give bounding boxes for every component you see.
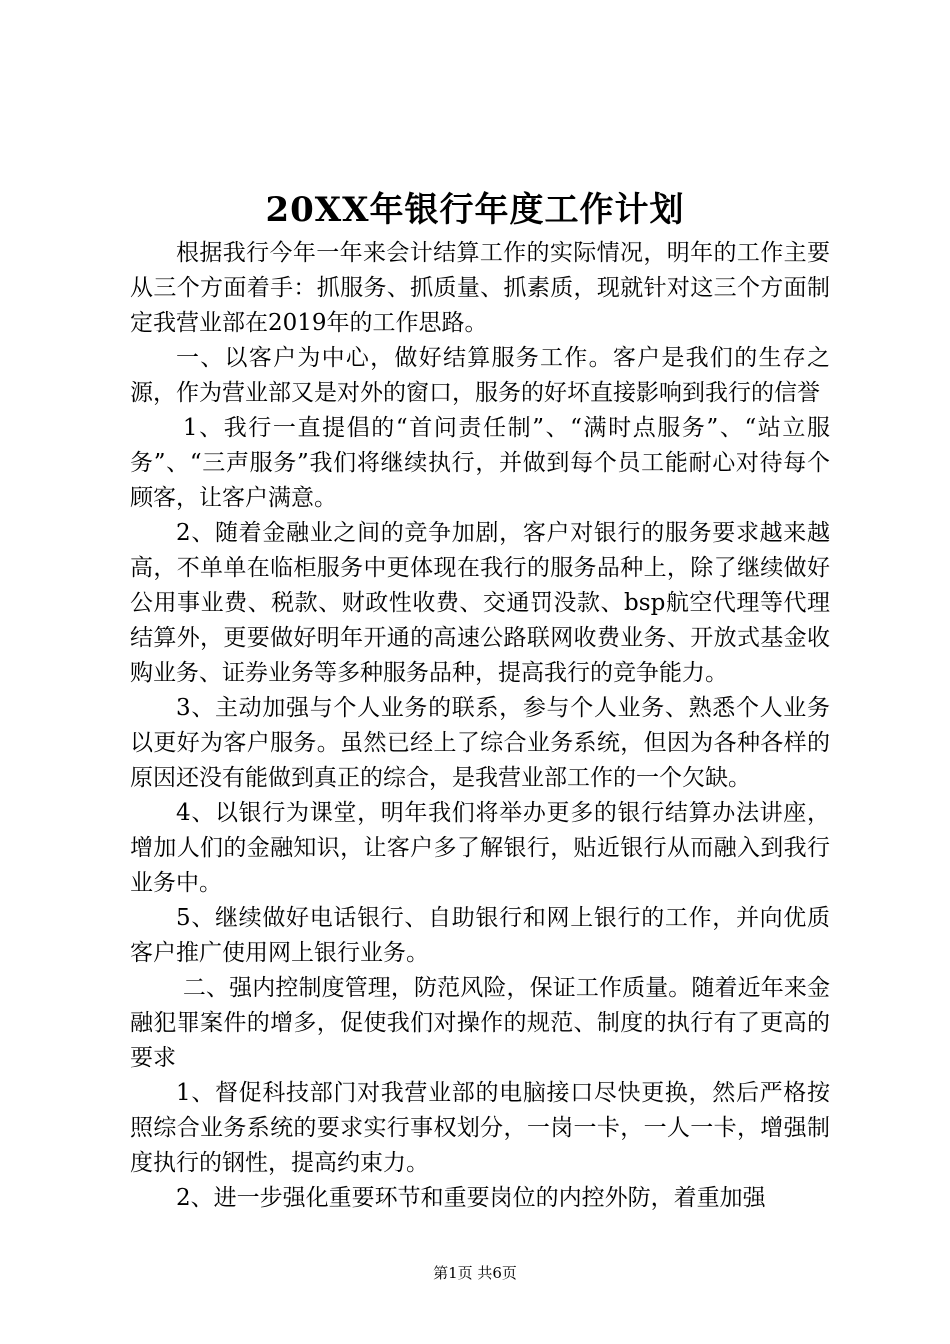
paragraph-section-2: 二、强内控制度管理，防范风险，保证工作质量。随着近年来金融犯罪案件的增多，促使我们对操作的规范、制度的执行有了更高的要求	[130, 975, 830, 1071]
document-body	[130, 236, 830, 1216]
paragraph-item-1-5: 5、继续做好电话银行、自助银行和网上银行的工作，并向优质客户推广使用网上银行业务。	[130, 905, 830, 966]
paragraph-item-1-3: 3、主动加强与个人业务的联系，参与个人业务、熟悉个人业务以更好为客户服务。虽然已经上了综合业务系统，但因为各种各样的原因还没有能做到真正的综合，是我营业部工作的一个欠缺。	[130, 695, 830, 791]
paragraph-intro: 根据我行今年一年来会计结算工作的实际情况，明年的工作主要从三个方面着手：抓服务、抓质量、抓素质，现就针对这三个方面制定我营业部在2019年的工作思路。	[130, 240, 830, 336]
paragraph-item-2-2: 2、进一步强化重要环节和重要岗位的内控外防，着重加强	[176, 1185, 766, 1211]
paragraph-item-1-1: 1、我行一直提倡的“首问责任制”、“满时点服务”、“站立服务”、“三声服务”我们将继续执行，并做到每个员工能耐心对待每个顾客，让客户满意。	[130, 415, 830, 511]
document-title: 20XX年银行年度工作计划	[265, 190, 685, 230]
paragraph-item-1-4: 4、以银行为课堂，明年我们将举办更多的银行结算办法讲座，增加人们的金融知识，让客户多了解银行，贴近银行从而融入到我行业务中。	[130, 800, 830, 896]
page-footer: 第1页 共6页	[433, 1264, 517, 1282]
paragraph-item-1-2: 2、随着金融业之间的竞争加剧，客户对银行的服务要求越来越高，不单单在临柜服务中更体现在我行的服务品种上，除了继续做好公用事业费、税款、财政性收费、交通罚没款、bsp航空代理等代理结算外，更要做好明年开通的高速公路联网收费业务、开放式基金收购业务、证券业务等多种服务品种，提高我行的竞争能力。	[130, 520, 830, 686]
paragraph-item-2-1: 1、督促科技部门对我营业部的电脑接口尽快更换，然后严格按照综合业务系统的要求实行事权划分，一岗一卡，一人一卡，增强制度执行的钢性，提高约束力。	[130, 1080, 830, 1176]
paragraph-section-1: 一、以客户为中心，做好结算服务工作。客户是我们的生存之源，作为营业部又是对外的窗口，服务的好坏直接影响到我行的信誉	[130, 345, 830, 406]
